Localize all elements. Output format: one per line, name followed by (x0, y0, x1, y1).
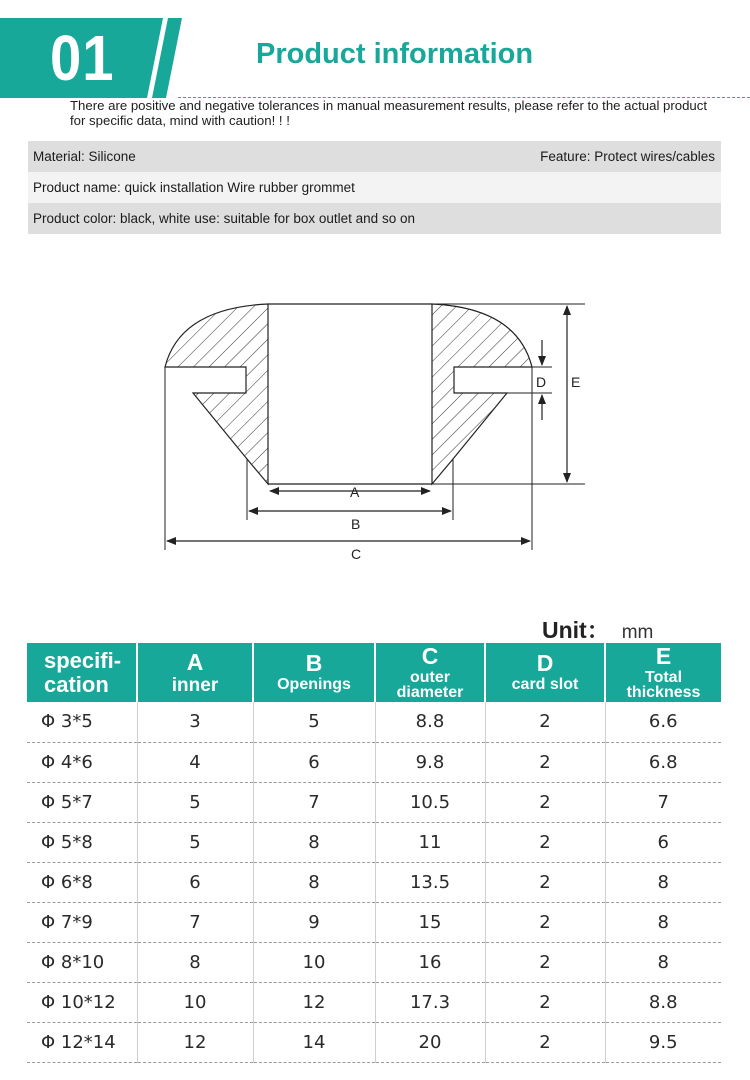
cell-b: 6 (253, 742, 375, 782)
cell-c: 20 (375, 1022, 485, 1062)
cell-e: 8 (605, 942, 721, 982)
cell-spec: Φ 8*10 (27, 942, 137, 982)
cell-e: 8.8 (605, 982, 721, 1022)
header-b (253, 643, 375, 702)
material-text: Material: Silicone (33, 149, 136, 164)
header-e-sub-line1: Total (644, 669, 683, 686)
label-d: D (536, 374, 547, 390)
header-spec-line1: specifi- (44, 647, 122, 673)
header-e-letter: E (655, 643, 672, 669)
table-row (27, 902, 721, 942)
cell-e: 9.5 (605, 1022, 721, 1062)
table-row (27, 942, 721, 982)
cell-c: 16 (375, 942, 485, 982)
label-b: B (351, 516, 361, 532)
cell-e: 6 (605, 822, 721, 862)
cell-c: 9.8 (375, 742, 485, 782)
cell-e: 6.8 (605, 742, 721, 782)
page-title: Product information (256, 38, 534, 70)
info-row-product-name (28, 172, 721, 203)
label-a: A (350, 484, 360, 500)
unit-label: Unit： (542, 617, 610, 643)
unit-indicator (542, 612, 653, 645)
table-header-row (27, 643, 721, 702)
cell-spec: Φ 10*12 (27, 982, 137, 1022)
label-e: E (571, 374, 581, 390)
header-spec-line2: cation (44, 671, 109, 697)
header-c-sub-line1: outer (410, 669, 450, 686)
header-e (605, 643, 721, 702)
header-b-letter: B (305, 650, 323, 676)
cell-a: 10 (137, 982, 253, 1022)
cell-c: 13.5 (375, 862, 485, 902)
cell-spec: Φ 6*8 (27, 862, 137, 902)
grommet-diagram (0, 290, 750, 575)
info-row-material (28, 141, 721, 172)
table-row (27, 742, 721, 782)
cell-e: 8 (605, 902, 721, 942)
header-e-sub-line2: thickness (626, 684, 701, 701)
cell-c: 15 (375, 902, 485, 942)
header-d (485, 643, 605, 702)
cell-a: 4 (137, 742, 253, 782)
cell-e: 6.6 (605, 702, 721, 742)
header-c-sub-line2: diameter (396, 684, 464, 701)
tolerance-notice: There are positive and negative tolerances in manual measurement results, please refer to the actual product for specific data, mind with caution! ! ! (70, 98, 708, 128)
cell-b: 8 (253, 862, 375, 902)
cell-spec: Φ 5*8 (27, 822, 137, 862)
cell-d: 2 (485, 982, 605, 1022)
header-d-letter: D (536, 650, 554, 676)
cell-spec: Φ 4*6 (27, 742, 137, 782)
cell-d: 2 (485, 902, 605, 942)
cell-a: 5 (137, 822, 253, 862)
cell-b: 9 (253, 902, 375, 942)
cell-b: 14 (253, 1022, 375, 1062)
cell-d: 2 (485, 702, 605, 742)
header-a-sub: inner (171, 674, 219, 696)
table-row (27, 822, 721, 862)
cell-d: 2 (485, 822, 605, 862)
color-use-text: Product color: black, white use: suitable for box outlet and so on (33, 211, 415, 226)
cell-a: 5 (137, 782, 253, 822)
cell-spec: Φ 5*7 (27, 782, 137, 822)
header-b-sub: Openings (277, 676, 351, 693)
cell-d: 2 (485, 942, 605, 982)
cell-a: 12 (137, 1022, 253, 1062)
table-row (27, 1022, 721, 1062)
cell-e: 7 (605, 782, 721, 822)
header-c (375, 643, 485, 702)
cell-d: 2 (485, 742, 605, 782)
header-a-letter: A (186, 648, 204, 675)
cell-b: 10 (253, 942, 375, 982)
header-spec (27, 643, 137, 702)
cell-e: 8 (605, 862, 721, 902)
cell-c: 8.8 (375, 702, 485, 742)
table-row (27, 862, 721, 902)
table-row (27, 782, 721, 822)
cell-b: 5 (253, 702, 375, 742)
cell-b: 7 (253, 782, 375, 822)
header-d-sub: card slot (511, 676, 579, 693)
cell-a: 3 (137, 702, 253, 742)
header-a (137, 643, 253, 702)
cell-c: 10.5 (375, 782, 485, 822)
label-c: C (351, 546, 362, 562)
cell-d: 2 (485, 862, 605, 902)
cell-b: 12 (253, 982, 375, 1022)
info-row-color-use (28, 203, 721, 234)
table-row (27, 982, 721, 1022)
header-c-letter: C (421, 643, 439, 669)
table-row (27, 702, 721, 742)
spec-table (27, 643, 721, 1063)
cell-spec: Φ 3*5 (27, 702, 137, 742)
cell-spec: Φ 7*9 (27, 902, 137, 942)
cell-a: 8 (137, 942, 253, 982)
feature-text: Feature: Protect wires/cables (540, 149, 715, 164)
cell-d: 2 (485, 782, 605, 822)
cell-c: 17.3 (375, 982, 485, 1022)
cell-d: 2 (485, 1022, 605, 1062)
unit-value: mm (621, 622, 654, 643)
grommet-right-flange (432, 304, 532, 484)
product-name-text: Product name: quick installation Wire rubber grommet (33, 180, 355, 195)
grommet-left-flange (165, 304, 268, 484)
cell-c: 11 (375, 822, 485, 862)
cell-b: 8 (253, 822, 375, 862)
cell-spec: Φ 12*14 (27, 1022, 137, 1062)
section-number: 01 (50, 22, 115, 94)
cell-a: 7 (137, 902, 253, 942)
cell-a: 6 (137, 862, 253, 902)
